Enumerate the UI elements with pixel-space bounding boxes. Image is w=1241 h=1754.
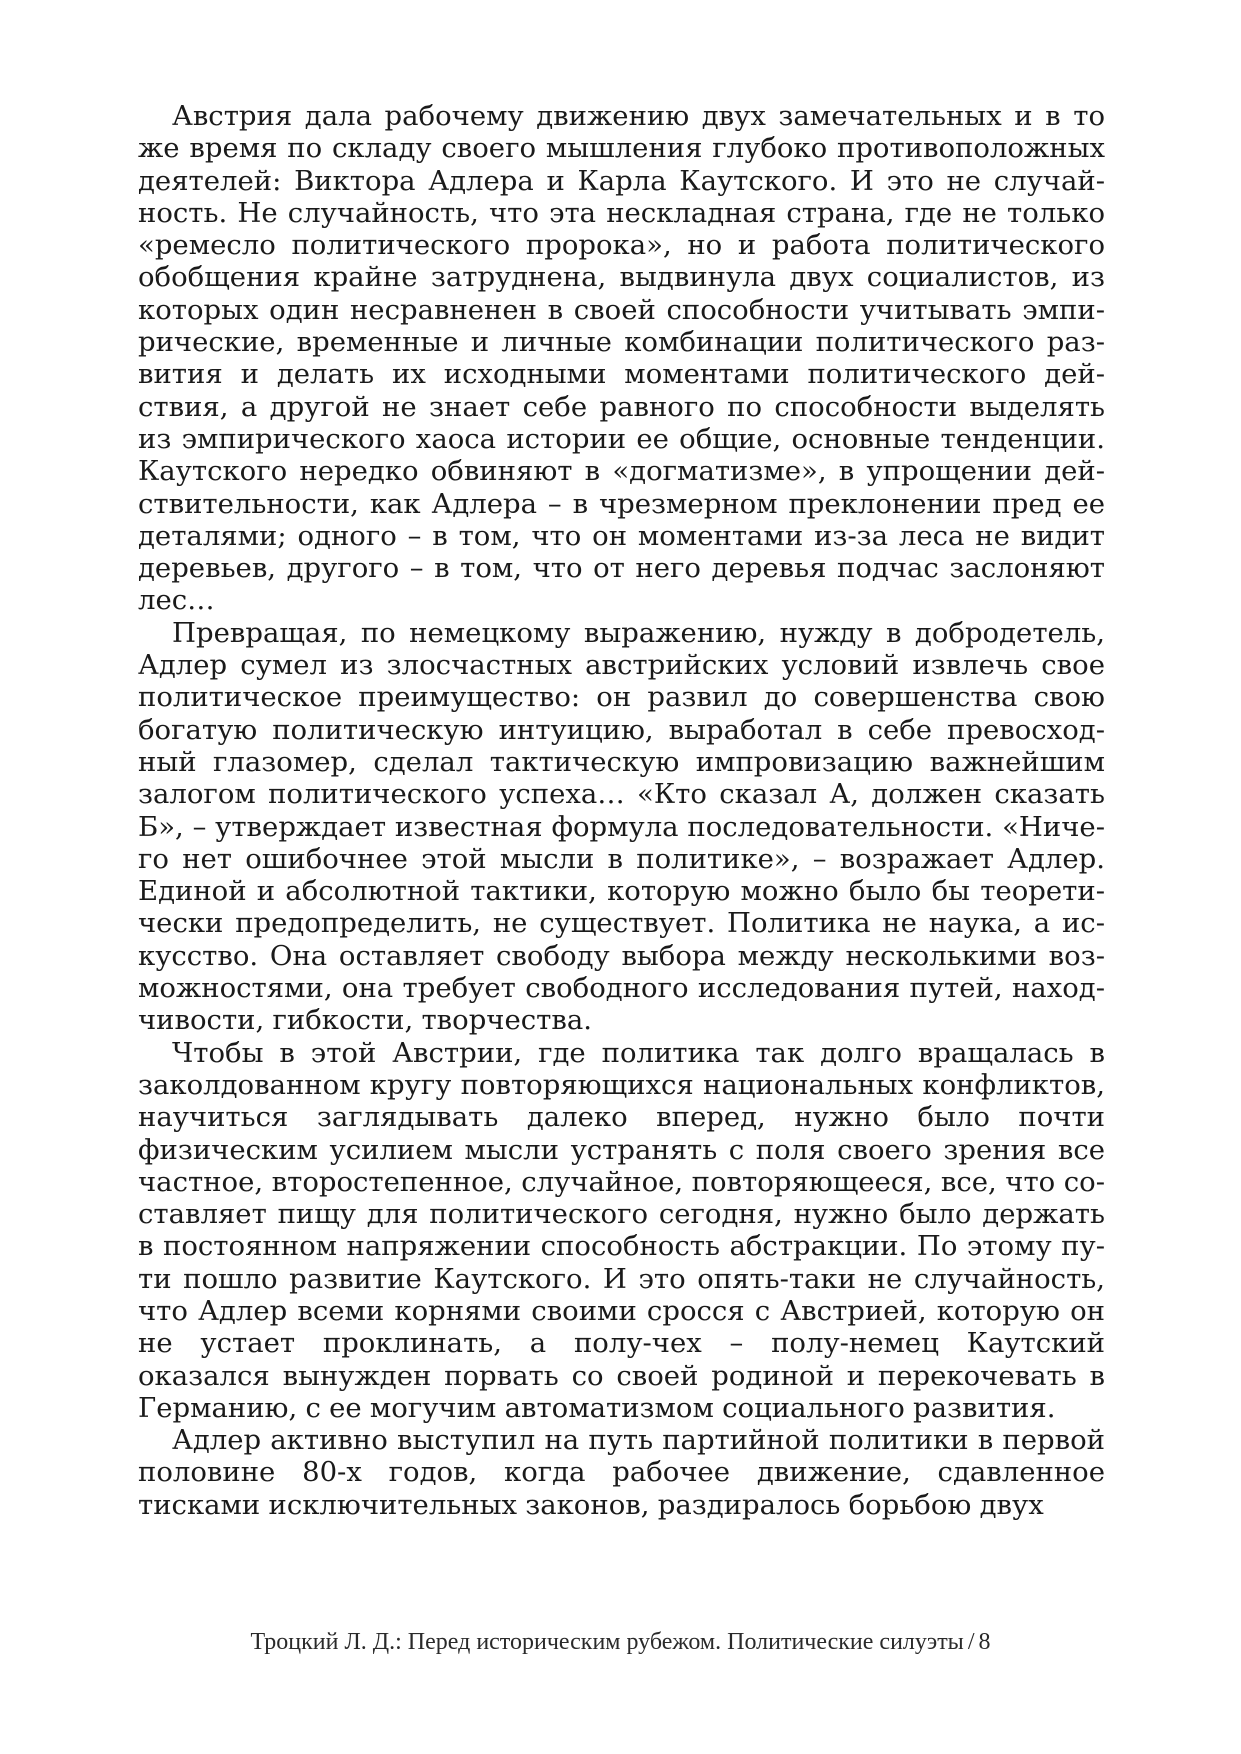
- footer-colon: :: [395, 1629, 408, 1655]
- page-footer: [0, 1629, 1241, 1656]
- footer-separator: /: [967, 1629, 975, 1655]
- paragraph-2: Превращая, по немецкому выражению, нужду в добродетель, Адлер сумел из злосчастных австрийских условий извлечь свое политическое преимущество: он развил до совершенства свою богатую политическую интуицию, выработал в себе превосходный глазомер, сделал тактическую импровизацию важнейшим залогом политического успеха… «Кто сказал А, должен сказать Б», – утверждает известная формула последовательности. «Ничего нет ошибочнее этой мысли в политике», – возражает Адлер. Единой и абсолютной тактики, которую можно было бы теоретически предопределить, не существует. Политика не наука, а искусство. Она оставляет свободу выбора между несколькими возможностями, она требует свободного исследования путей, находчивости, гибкости, творчества.: [138, 616, 1105, 1037]
- footer-title: Перед историческим рубежом. Политические силуэты: [407, 1629, 964, 1655]
- footer-author: Троцкий Л. Д.: [250, 1629, 396, 1655]
- paragraph-4: Адлер активно выступил на путь партийной политики в первой половине 80-х годов, когда рабочее движение, сдавленное тисками исключительных законов, раздиралось борьбою двух: [138, 1424, 1105, 1521]
- page-number: 8: [978, 1629, 991, 1655]
- paragraph-3: Чтобы в этой Австрии, где политика так долго вращалась в заколдованном кругу повторяющихся национальных конфликтов, научиться заглядывать далеко вперед, нужно было почти физическим усилием мысли устранять с поля своего зрения все частное, второстепенное, случайное, повторяющееся, все, что составляет пищу для политического сегодня, нужно было держать в постоянном напряжении способность абстракции. По этому пути пошло развитие Каутского. И это опять-таки не случайность, что Адлер всеми корнями своими сросся с Австрией, которую он не устает проклинать, а полу-чех – полу-немец Каутский оказался вынужден порвать со своей родиной и перекочевать в Германию, с ее могучим автоматизмом социального развития.: [138, 1036, 1105, 1424]
- paragraph-1: Австрия дала рабочему движению двух замечательных и в то же время по складу своего мышления глубоко противоположных деятелей: Виктора Адлера и Карла Каутского. И это не случайность. Не случайность, что эта нескладная страна, где не только «ремесло политического пророка», но и работа политического обобщения крайне затруднена, выдвинула двух социалистов, из которых один несравненен в своей способности учитывать эмпирические, временные и личные комбинации политического развития и делать их исходными моментами политического действия, а другой не знает себе равного по способности выделять из эмпирического хаоса истории ее общие, основные тенденции. Каутского нередко обвиняют в «догматизме», в упрощении действительности, как Адлера – в чрезмерном преклонении пред ее деталями; одного – в том, что он моментами из-за леса не видит деревьев, другого – в том, что от него деревья подчас заслоняют лес…: [138, 100, 1105, 617]
- body-text: [138, 100, 1105, 1521]
